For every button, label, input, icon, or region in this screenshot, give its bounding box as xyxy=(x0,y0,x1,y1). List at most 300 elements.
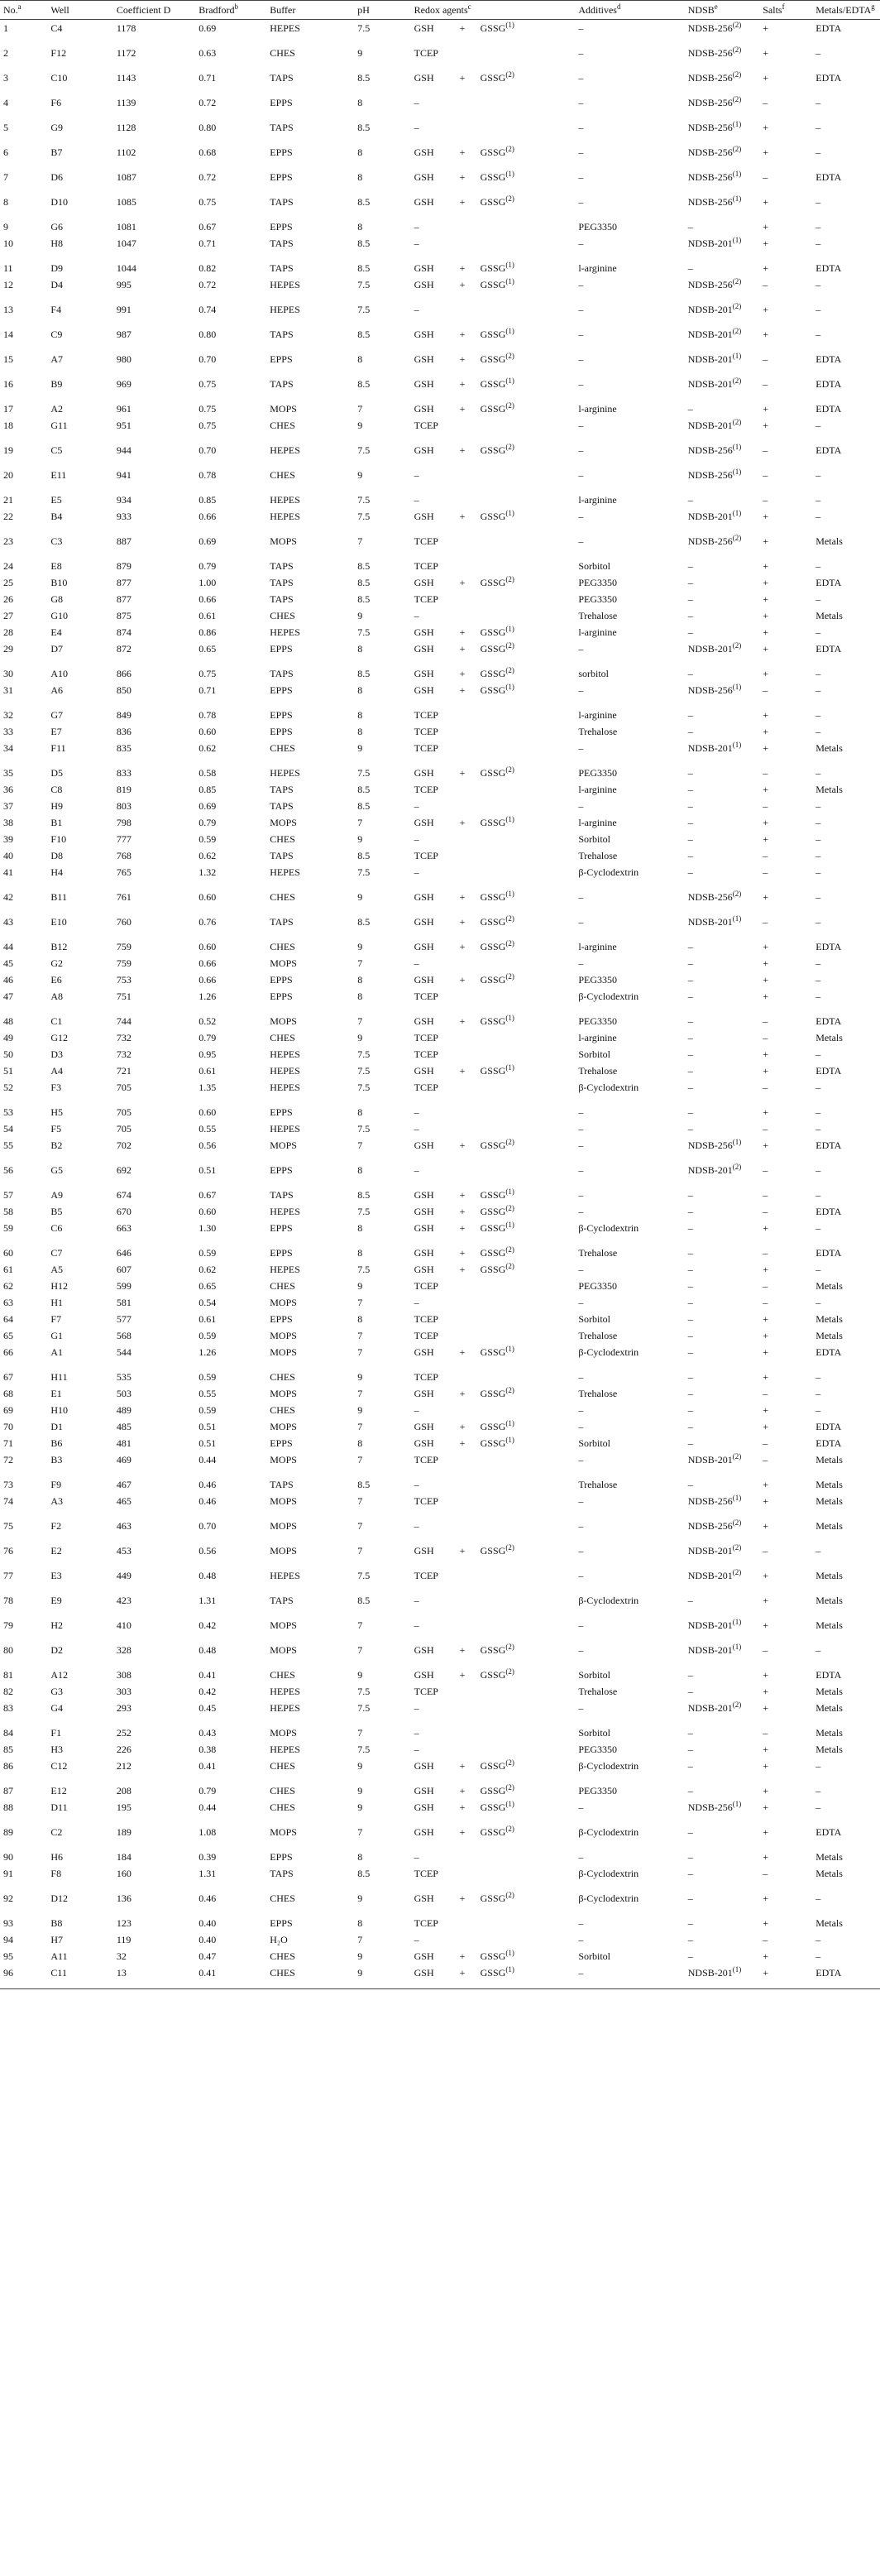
cell-coefficient: 577 xyxy=(116,1312,132,1325)
cell-buffer: HEPES xyxy=(270,1743,300,1755)
table-row xyxy=(0,1849,880,1865)
redox-plus xyxy=(460,494,481,506)
cell-buffer: TAPS xyxy=(270,1594,294,1606)
redox-agent: – xyxy=(414,220,419,233)
cell-redox xyxy=(411,682,576,707)
cell-metals-edta: – xyxy=(815,1403,821,1416)
redox-plus: + xyxy=(459,626,466,638)
cell-additive: – xyxy=(578,799,584,812)
cell-row-number: 59 xyxy=(3,1221,13,1234)
cell-coefficient: 835 xyxy=(116,741,132,754)
cell-buffer: HEPES xyxy=(270,1685,300,1697)
cell-salts: + xyxy=(763,1892,769,1904)
cell-row-number: 89 xyxy=(3,1825,13,1838)
cell-buffer: CHES xyxy=(270,1031,295,1043)
cell-row-number: 18 xyxy=(3,419,13,431)
table-row xyxy=(0,301,880,326)
header-metals: Metals/EDTA$^g$ xyxy=(812,1,880,20)
cell-salts: + xyxy=(763,559,769,572)
redox-plus: + xyxy=(459,667,466,679)
table-row xyxy=(0,1344,880,1369)
cell-row-number: 75 xyxy=(3,1519,13,1532)
redox-agent: GSH xyxy=(414,1387,434,1399)
cell-bradford: 0.79 xyxy=(198,1031,217,1043)
cell-ph: 8.5 xyxy=(357,592,371,605)
cell-additive: – xyxy=(578,419,584,431)
cell-redox xyxy=(411,508,576,533)
cell-ndsb: NDSB-256$^{(2)}$ xyxy=(687,45,742,59)
cell-bradford: 1.35 xyxy=(198,1081,217,1093)
cell-buffer: MOPS xyxy=(270,402,297,415)
redox-agent: GSH xyxy=(414,576,434,588)
cell-redox xyxy=(411,938,576,955)
cell-salts: + xyxy=(763,146,769,158)
redox-agent: – xyxy=(414,866,419,878)
cell-well: A6 xyxy=(50,684,64,696)
cell-additive: – xyxy=(578,1619,584,1631)
redox-plus: + xyxy=(459,195,466,208)
cell-salts: – xyxy=(763,1387,768,1399)
cell-salts: – xyxy=(763,866,768,878)
cell-salts: + xyxy=(763,1221,769,1234)
redox-plus: + xyxy=(459,328,466,340)
redox-plus xyxy=(460,784,481,795)
cell-metals-edta: Metals xyxy=(815,1279,843,1292)
redox-oxidant: GSSG$^{(2)}$ xyxy=(480,194,514,208)
cell-additive: l-arginine xyxy=(578,626,617,638)
redox-agent: TCEP xyxy=(414,535,438,547)
cell-bradford: 0.61 xyxy=(198,1312,217,1325)
cell-coefficient: 184 xyxy=(116,1850,132,1863)
cell-ndsb: – xyxy=(687,1064,693,1077)
cell-well: G2 xyxy=(50,957,64,969)
cell-metals-edta: EDTA xyxy=(815,1437,842,1449)
cell-well: H6 xyxy=(50,1850,64,1863)
cell-additive: – xyxy=(578,278,584,290)
cell-buffer: EPPS xyxy=(270,642,293,655)
cell-metals-edta: EDTA xyxy=(815,940,842,952)
cell-ph: 7.5 xyxy=(357,1205,371,1217)
cell-buffer: HEPES xyxy=(270,626,300,638)
cell-metals-edta: EDTA xyxy=(815,444,842,456)
cell-coefficient: 226 xyxy=(116,1743,132,1755)
cell-bradford: 0.79 xyxy=(198,559,217,572)
cell-metals-edta: EDTA xyxy=(815,402,842,415)
table-row xyxy=(0,1865,880,1890)
cell-well: E11 xyxy=(50,468,67,481)
redox-plus xyxy=(460,420,481,431)
cell-additive: – xyxy=(578,303,584,315)
cell-coefficient: 692 xyxy=(116,1163,132,1176)
cell-row-number: 12 xyxy=(3,278,13,290)
cell-additive: Trehalose xyxy=(578,1329,618,1341)
cell-salts: + xyxy=(763,1420,769,1432)
cell-salts: + xyxy=(763,576,769,588)
cell-coefficient: 463 xyxy=(116,1519,132,1532)
redox-plus: + xyxy=(459,1246,466,1259)
cell-additive: l-arginine xyxy=(578,402,617,415)
cell-bradford: 0.58 xyxy=(198,766,217,779)
redox-agent: GSH xyxy=(414,1015,434,1027)
cell-coefficient: 969 xyxy=(116,377,132,390)
cell-coefficient: 195 xyxy=(116,1801,132,1813)
cell-well: F7 xyxy=(50,1312,62,1325)
cell-row-number: 41 xyxy=(3,866,13,878)
cell-row-number: 95 xyxy=(3,1950,13,1962)
cell-ndsb: NDSB-201$^{(1)}$ xyxy=(687,351,742,365)
cell-ndsb: – xyxy=(687,766,693,779)
cell-redox xyxy=(411,847,576,864)
cell-metals-edta: – xyxy=(815,96,821,108)
redox-oxidant: GSSG$^{(2)}$ xyxy=(480,1758,514,1772)
cell-ndsb: – xyxy=(687,493,693,506)
cell-coefficient: 503 xyxy=(116,1387,132,1399)
redox-plus xyxy=(460,1702,481,1714)
cell-row-number: 4 xyxy=(3,96,8,108)
cell-ndsb: NDSB-201$^{(2)}$ xyxy=(687,1162,742,1176)
cell-well: B4 xyxy=(50,510,63,522)
cell-metals-edta: – xyxy=(815,237,821,249)
redox-agent: TCEP xyxy=(414,849,438,861)
cell-bradford: 0.55 xyxy=(198,1122,217,1134)
cell-metals-edta: EDTA xyxy=(815,71,842,84)
cell-row-number: 53 xyxy=(3,1106,13,1118)
cell-coefficient: 1172 xyxy=(116,46,136,59)
cell-buffer: MOPS xyxy=(270,1519,297,1532)
cell-well: E10 xyxy=(50,915,67,928)
cell-ndsb: NDSB-256$^{(2)}$ xyxy=(687,1518,742,1532)
cell-coefficient: 777 xyxy=(116,832,132,845)
cell-additive: – xyxy=(578,195,584,208)
cell-bradford: 0.55 xyxy=(198,1387,217,1399)
cell-metals-edta: – xyxy=(815,1106,821,1118)
cell-redox xyxy=(411,1948,576,1964)
cell-row-number: 78 xyxy=(3,1594,13,1606)
cell-well: F12 xyxy=(50,46,67,59)
redox-plus: + xyxy=(459,1544,466,1557)
redox-agent: – xyxy=(414,1933,419,1945)
cell-salts: – xyxy=(763,444,768,456)
cell-ph: 8.5 xyxy=(357,559,371,572)
cell-ph: 9 xyxy=(357,1279,363,1292)
cell-ph: 7.5 xyxy=(357,1685,371,1697)
cell-coefficient: 1139 xyxy=(116,96,136,108)
cell-ndsb: – xyxy=(687,1478,693,1490)
cell-additive: – xyxy=(578,1701,584,1714)
cell-ph: 8 xyxy=(357,220,363,233)
cell-metals-edta: EDTA xyxy=(815,1015,842,1027)
cell-coefficient: 753 xyxy=(116,973,132,986)
cell-well: G7 xyxy=(50,708,64,721)
redox-oxidant: GSSG$^{(2)}$ xyxy=(480,1542,514,1557)
cell-salts: – xyxy=(763,493,768,506)
cell-bradford: 0.54 xyxy=(198,1296,217,1308)
redox-plus: + xyxy=(459,973,466,986)
cell-ph: 8.5 xyxy=(357,576,371,588)
redox-agent: – xyxy=(414,1296,419,1308)
cell-metals-edta: EDTA xyxy=(815,642,842,655)
cell-bradford: 0.75 xyxy=(198,667,217,679)
cell-bradford: 0.44 xyxy=(198,1801,217,1813)
redox-agent: GSH xyxy=(414,1263,434,1275)
cell-salts: + xyxy=(763,1784,769,1796)
cell-buffer: HEPES xyxy=(270,866,300,878)
cell-buffer: CHES xyxy=(266,1964,354,1989)
cell-coefficient: 744 xyxy=(116,1015,132,1027)
redox-agent: GSH xyxy=(414,1205,434,1217)
cell-ph: 8.5 xyxy=(357,261,371,274)
table-row xyxy=(0,1435,880,1451)
cell-well: F2 xyxy=(50,1519,62,1532)
cell-well: H3 xyxy=(50,1743,64,1755)
redox-agent: – xyxy=(414,957,419,969)
table-row xyxy=(0,1782,880,1799)
table-row xyxy=(0,1079,880,1104)
cell-ndsb: NDSB-201$^{(1)}$ xyxy=(687,235,742,249)
cell-bradford: 0.85 xyxy=(198,783,217,795)
redox-agent: TCEP xyxy=(414,419,438,431)
cell-ndsb: – xyxy=(687,1296,693,1308)
redox-plus xyxy=(460,800,481,812)
cell-salts: + xyxy=(763,1478,769,1490)
redox-agent: TCEP xyxy=(414,1453,438,1465)
cell-coefficient: 449 xyxy=(116,1569,132,1581)
cell-row-number: 94 xyxy=(3,1933,13,1945)
cell-row-number: 45 xyxy=(3,957,13,969)
cell-buffer: HEPES xyxy=(270,510,300,522)
table-row xyxy=(0,1758,880,1782)
cell-redox xyxy=(411,1741,576,1758)
cell-ph: 7.5 xyxy=(357,1701,371,1714)
cell-additive: Sorbitol xyxy=(578,832,610,845)
cell-redox xyxy=(411,1931,576,1948)
cell-metals-edta: Metals xyxy=(815,1453,843,1465)
cell-ph: 7.5 xyxy=(357,866,371,878)
cell-row-number: 48 xyxy=(3,1015,13,1027)
cell-redox xyxy=(411,798,576,814)
header-redox: Redox agents$^c$ xyxy=(411,1,576,20)
cell-coefficient: 423 xyxy=(116,1594,132,1606)
cell-bradford: 0.60 xyxy=(198,940,217,952)
table-row xyxy=(0,831,880,847)
cell-redox xyxy=(411,1667,576,1683)
cell-redox xyxy=(411,1137,576,1162)
cell-coefficient: 189 xyxy=(116,1825,132,1838)
cell-well: B2 xyxy=(50,1139,63,1151)
cell-redox xyxy=(411,814,576,831)
table-row xyxy=(0,1567,880,1592)
cell-salts: – xyxy=(763,799,768,812)
cell-salts: – xyxy=(763,1544,768,1557)
cell-metals-edta: – xyxy=(815,1263,821,1275)
cell-salts: + xyxy=(763,71,769,84)
cell-metals-edta: Metals xyxy=(815,1312,843,1325)
cell-additive: β-Cyclodextrin xyxy=(578,990,639,1002)
cell-well: A9 xyxy=(50,1188,64,1201)
cell-redox xyxy=(411,955,576,971)
redox-oxidant: GSSG$^{(1)}$ xyxy=(480,1187,514,1201)
cell-metals-edta: Metals xyxy=(815,741,843,754)
cell-additive: – xyxy=(578,353,584,365)
redox-agent: GSH xyxy=(414,1064,434,1077)
redox-oxidant: GSSG$^{(1)}$ xyxy=(480,1418,514,1432)
cell-salts: + xyxy=(763,832,769,845)
cell-ndsb: NDSB-256$^{(1)}$ xyxy=(687,442,742,456)
cell-additive: l-arginine xyxy=(578,261,617,274)
cell-coefficient: 961 xyxy=(116,402,132,415)
redox-plus xyxy=(460,957,481,969)
cell-bradford: 0.60 xyxy=(198,890,217,903)
cell-bradford: 0.78 xyxy=(198,708,217,721)
cell-additive: Trehalose xyxy=(578,1685,618,1697)
redox-plus xyxy=(460,560,481,572)
cell-metals-edta: – xyxy=(815,1370,821,1383)
cell-buffer: MOPS xyxy=(270,1544,297,1557)
cell-well: D8 xyxy=(50,849,64,861)
cell-metals-edta: – xyxy=(815,684,821,696)
cell-additive: – xyxy=(578,1188,584,1201)
redox-plus xyxy=(460,1686,481,1697)
redox-agent: GSH xyxy=(414,195,434,208)
cell-ndsb: NDSB-256$^{(2)}$ xyxy=(687,70,742,84)
redox-plus: + xyxy=(459,1015,466,1027)
cell-metals-edta: – xyxy=(815,1387,821,1399)
redox-oxidant: GSSG$^{(2)}$ xyxy=(480,1137,514,1151)
cell-ndsb: NDSB-256$^{(1)}$ xyxy=(687,194,742,208)
cell-salts: – xyxy=(763,353,768,365)
cell-ndsb: – xyxy=(687,592,693,605)
cell-metals-edta: Metals xyxy=(815,1850,843,1863)
cell-coefficient: 212 xyxy=(116,1759,132,1772)
cell-additive: β-Cyclodextrin xyxy=(578,1081,639,1093)
cell-well: H7 xyxy=(50,1933,64,1945)
cell-ndsb: – xyxy=(687,1916,693,1929)
redox-plus xyxy=(460,850,481,861)
redox-agent: – xyxy=(414,1619,419,1631)
redox-agent: GSH xyxy=(414,915,434,928)
cell-ndsb: – xyxy=(687,1933,693,1945)
cell-bradford: 0.41 xyxy=(195,1964,266,1989)
redox-agent: TCEP xyxy=(414,1916,438,1929)
cell-coefficient: 1085 xyxy=(116,195,136,208)
cell-metals-edta: Metals xyxy=(815,783,843,795)
cell-ndsb: – xyxy=(687,402,693,415)
cell-redox xyxy=(411,1203,576,1220)
redox-plus xyxy=(460,304,481,315)
cell-salts: – xyxy=(763,684,768,696)
cell-ph: 7.5 xyxy=(357,1743,371,1755)
cell-additive: – xyxy=(578,1916,584,1929)
cell-bradford: 0.61 xyxy=(198,1064,217,1077)
cell-row-number: 28 xyxy=(3,626,13,638)
header-buffer: Buffer xyxy=(266,1,354,20)
cell-coefficient: 934 xyxy=(116,493,132,506)
cell-coefficient: 887 xyxy=(116,535,132,547)
redox-plus xyxy=(460,1106,481,1118)
cell-redox xyxy=(411,831,576,847)
cell-salts: – xyxy=(763,849,768,861)
cell-metals-edta: EDTA xyxy=(815,170,842,183)
cell-additive: PEG3350 xyxy=(578,1743,617,1755)
cell-metals-edta: EDTA xyxy=(815,1420,842,1432)
cell-buffer: MOPS xyxy=(270,1329,297,1341)
cell-bradford: 1.31 xyxy=(198,1867,217,1879)
redox-agent: GSH xyxy=(414,1668,434,1681)
cell-salts: + xyxy=(763,1916,769,1929)
cell-coefficient: 702 xyxy=(116,1139,132,1151)
cell-ndsb: – xyxy=(687,1685,693,1697)
redox-oxidant: GSSG$^{(1)}$ xyxy=(480,1435,514,1449)
table-row xyxy=(0,864,880,889)
cell-metals-edta: EDTA xyxy=(815,353,842,365)
header-ndsb: NDSB$^e$ xyxy=(685,1,760,20)
redox-plus xyxy=(460,1032,481,1043)
cell-ph: 9 xyxy=(357,1403,363,1416)
cell-metals-edta: Metals xyxy=(815,1743,843,1755)
cell-salts: – xyxy=(763,1279,768,1292)
cell-ndsb: NDSB-201$^{(2)}$ xyxy=(687,417,742,431)
cell-redox xyxy=(411,1435,576,1451)
cell-redox xyxy=(411,20,576,45)
cell-buffer: CHES xyxy=(270,609,295,621)
cell-metals-edta: – xyxy=(815,1188,821,1201)
cell-salts: + xyxy=(763,890,769,903)
cell-metals-edta: Metals xyxy=(815,1916,843,1929)
table-row xyxy=(0,607,880,624)
cell-ndsb: – xyxy=(687,832,693,845)
cell-row-number: 21 xyxy=(3,493,13,506)
redox-plus xyxy=(460,1851,481,1863)
redox-agent: GSH xyxy=(414,1246,434,1259)
cell-redox xyxy=(411,1890,576,1915)
cell-additive: Trehalose xyxy=(578,1478,618,1490)
cell-redox xyxy=(411,1782,576,1799)
cell-ph: 8.5 xyxy=(357,1188,371,1201)
cell-salts: – xyxy=(763,1453,768,1465)
cell-redox xyxy=(411,1476,576,1493)
cell-ph: 7 xyxy=(357,1139,363,1151)
cell-bradford: 0.79 xyxy=(198,816,217,828)
redox-oxidant: GSSG$^{(2)}$ xyxy=(480,971,514,986)
cell-well: A11 xyxy=(50,1950,68,1962)
cell-redox xyxy=(411,640,576,665)
cell-metals-edta: – xyxy=(815,1801,821,1813)
cell-ph: 8 xyxy=(357,1106,363,1118)
cell-coefficient: 467 xyxy=(116,1478,132,1490)
cell-buffer: CHES xyxy=(270,1370,295,1383)
cell-salts: + xyxy=(763,419,769,431)
cell-row-number: 43 xyxy=(3,915,13,928)
redox-plus: + xyxy=(459,1966,466,1979)
cell-salts: + xyxy=(763,121,769,133)
cell-additive: β-Cyclodextrin xyxy=(578,1867,639,1879)
cell-well: G5 xyxy=(50,1163,64,1176)
cell-bradford: 0.75 xyxy=(198,377,217,390)
cell-salts: – xyxy=(763,96,768,108)
cell-metals-edta: Metals xyxy=(815,1726,843,1739)
cell-well: D6 xyxy=(50,170,64,183)
cell-salts: + xyxy=(763,1048,769,1060)
cell-additive: – xyxy=(578,146,584,158)
cell-row-number: 86 xyxy=(3,1759,13,1772)
cell-additive: – xyxy=(578,890,584,903)
cell-ph: 8.5 xyxy=(357,1594,371,1606)
cell-metals-edta: Metals xyxy=(815,1569,843,1581)
cell-buffer: TAPS xyxy=(270,71,294,84)
cell-ph: 7 xyxy=(357,1519,363,1532)
cell-salts: – xyxy=(763,1726,768,1739)
redox-agent: TCEP xyxy=(414,783,438,795)
